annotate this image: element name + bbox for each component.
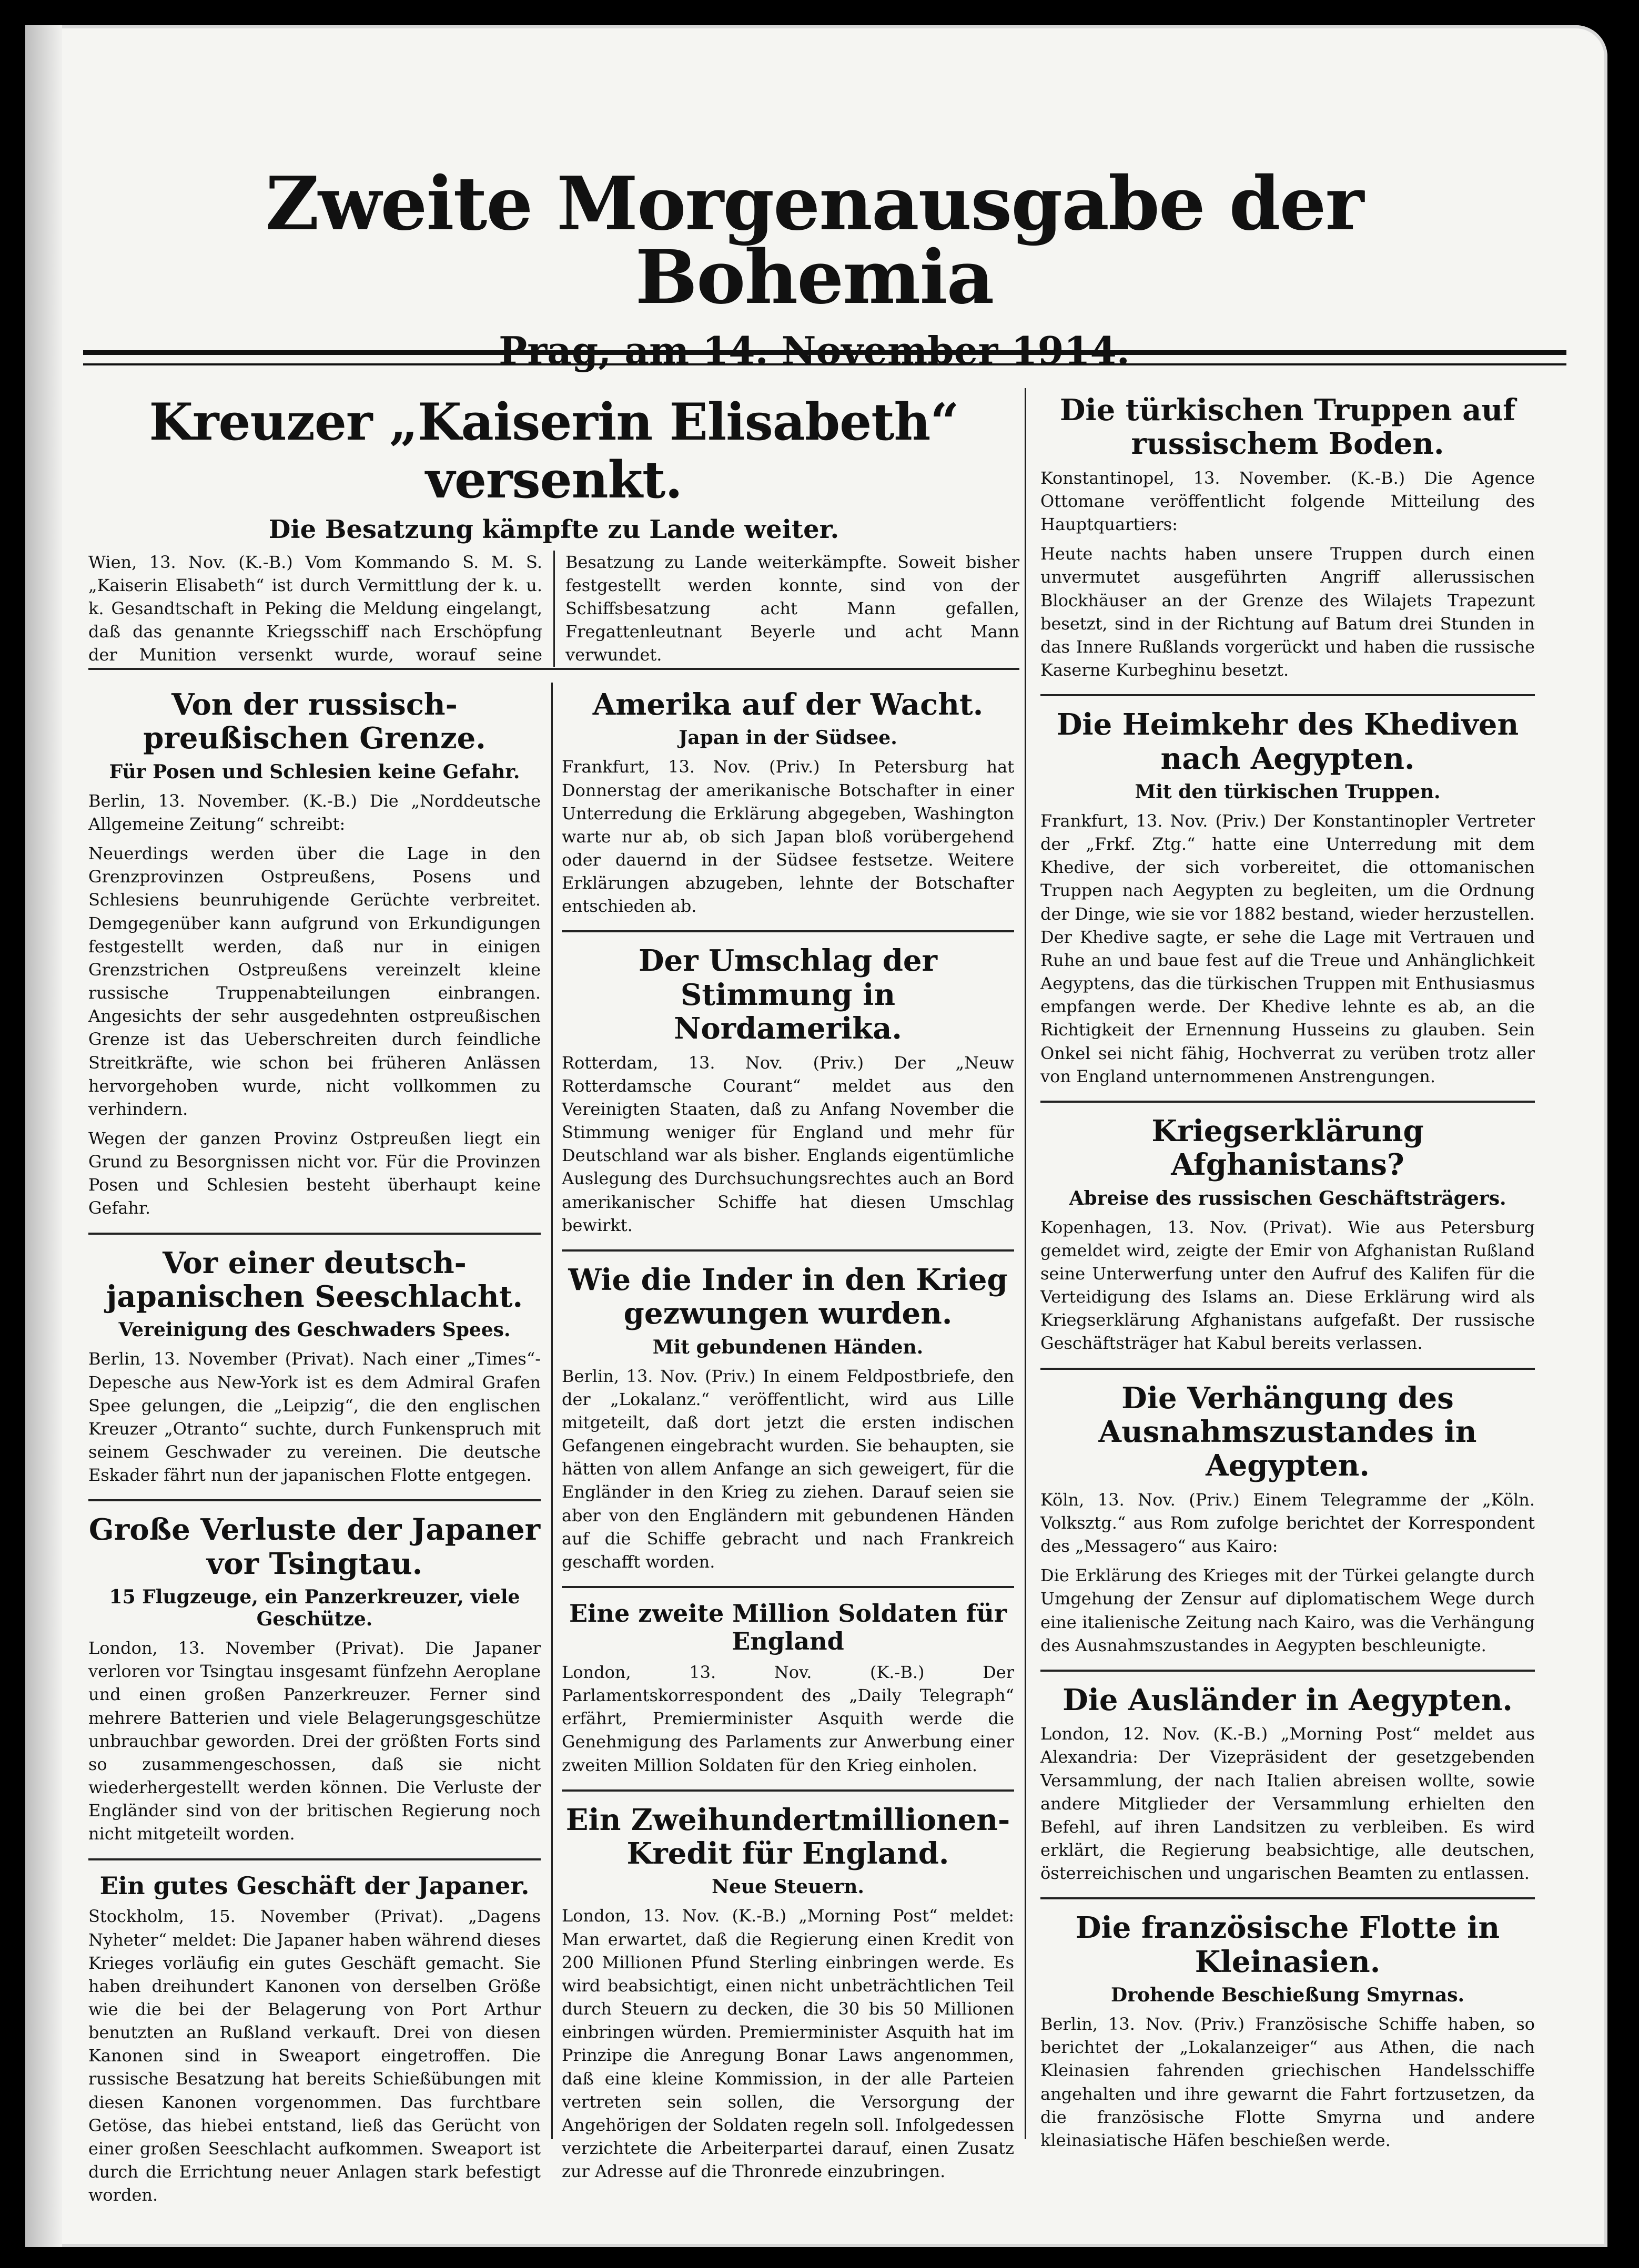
article-headline: Die Heimkehr des Khediven nach Aegypten. [1056, 707, 1519, 776]
article-paragraph: Neuerdings werden über die Lage in den Grenzprovinzen Ostpreußens, Posens und Schlesiens beunruhigende Gerüchte verbreitet. Demgegenüber kann aufgrund von Erkundigungen festgestellt werden, daß nur in einigen Grenzstrichen Ostpreußens vereinzelt kleine russische Truppenabteilungen einbrangen. Angesichts der sehr ausgedehnten ostpreußischen Grenze ist das Ueberschreiten durch feindliche Streitkräfte, wie schon bei früheren Anlässen hervorgehoben wurde, nicht vollkommen zu verhindern. [88, 843, 541, 1119]
newspaper-page [25, 25, 1607, 2247]
article-divider [88, 1858, 541, 1860]
article-paragraph: Frankfurt, 13. Nov. (Priv.) Der Konstantinopler Vertreter der „Frkf. Ztg.“ hatte eine Unterredung mit dem Khedive, der sich vorbereitet, die ottomanischen Truppen nach Aegypten zu begleiten, um die Ordnung der Dinge, wie sie vor 1882 bestand, wieder herzustellen. Der Khedive sagte, er sehe die Lage mit Vertrauen und Ruhe an und baue fest auf die Treue und Anhänglichkeit Aegyptens, das die türkischen Truppen mit Enthusiasmus empfangen werde. Der Khedive lehnte es ab, an die Richtigkeit der Ernennung Husseins zu glauben. Sein Onkel sei nicht fähig, Hochverrat zu verüben trotz aller von England unternommenen Anstrengungen. [1040, 810, 1535, 1086]
article-subhead: Mit den türkischen Truppen. [1135, 780, 1441, 803]
article-headline: Der Umschlag der Stimmung in Nordamerika. [638, 943, 938, 1046]
article-headline: Große Verluste der Japaner vor Tsingtau. [88, 1512, 541, 1581]
column-3 [1040, 393, 1535, 2158]
article-paragraph: Wegen der ganzen Provinz Ostpreußen liegt ein Grund zu Besorgnissen nicht vor. Für die Provinzen Posen und Schlesien besteht überhaupt keine Gefahr. [88, 1128, 541, 1218]
lead-headline: Kreuzer „Kaiserin Elisabeth“ versenkt. [149, 392, 959, 510]
masthead-title: Zweite Morgenausgabe der Bohemia [265, 161, 1363, 321]
article-headline: Ein gutes Geschäft der Japaner. [99, 1871, 530, 1900]
article-subhead: Japan in der Südsee. [679, 727, 897, 749]
article-headline: Kriegserklärung Afghanistans? [1151, 1113, 1424, 1183]
article-headline: Die Verhängung des Ausnahmszustandes in Aegypten. [1098, 1380, 1477, 1483]
article-paragraph: London, 13. Nov. (K.-B.) „Morning Post“ meldet: Man erwartet, daß die Regierung einen Kredit von 200 Millionen Pfund Sterling einbringen werde. Es wird beabsichtigt, einen nicht unbeträchtlichen Teil durch Steuern zu decken, die 30 bis 50 Millionen einbringen würden. Premierminister Asquith hat im Prinzipe die Anregung Bonar Laws angenommen, daß eine kleine Kommission, in der alle Parteien vertreten sein sollen, die Versorgung der Angehörigen der Soldaten regeln soll. Infolgedessen verzichtete die Arbeiterpartei darauf, einen Zusatz zur Adresse auf die Thronrede einzubringen. [562, 1906, 1014, 2182]
binding-edge [25, 25, 62, 2247]
article-divider [562, 930, 1014, 932]
article-paragraph: Berlin, 13. Nov. (Priv.) In einem Feldpostbriefe, den der „Lokalanz.“ veröffentlicht, wird aus Lille mitgeteilt, daß dort jetzt die ersten indischen Gefangenen eingebracht wurden. Sie behaupten, sie hätten von allem Anfange an sich geweigert, für die Engländer in den Krieg zu ziehen. Darauf seien sie aber von den Engländern mit gebundenen Händen auf die Schiffe gebracht und nach Frankreich geschafft worden. [562, 1366, 1014, 1572]
article-subhead: Für Posen und Schlesien keine Gefahr. [109, 760, 520, 783]
article-subhead: Vereinigung des Geschwaders Spees. [118, 1319, 511, 1341]
article-paragraph: Berlin, 13. Nov. (Priv.) Französische Schiffe haben, so berichtet der „Lokalanzeiger“ aus Athen, die nach Kleinasien fahrenden griechischen Handelsschiffe angehalten und ihre gewarnt die Fahrt fortzusetzen, da die französische Flotte Smyrna und andere kleinasiatische Häfen beschießen werde. [1040, 2014, 1535, 2150]
lead-body: Wien, 13. Nov. (K.-B.) Vom Kommando S. M. S. „Kaiserin Elisabeth“ ist durch Vermittlung der k. u. k. Gesandtschaft in Peking die Meldung eingelangt, daß das genannte Kriegsschiff nach Erschöpfung der Munition versenkt wurde, worauf seine Besatzung zu Lande weiterkämpfte. Soweit bisher festgestellt werden konnte, sind von der Schiffsbesatzung acht Mann gefallen, Fregattenleutnant Beyerle und acht Mann verwundet. [88, 552, 1019, 665]
article-headline: Amerika auf der Wacht. [592, 687, 984, 722]
column-2 [562, 688, 1014, 2189]
article-headline: Die französische Flotte in Kleinasien. [1075, 1910, 1500, 1979]
masthead-dateline: Prag, am 14. November 1914. [499, 328, 1130, 373]
article-headline: Von der russisch-preußischen Grenze. [143, 687, 486, 756]
article-headline: Eine zweite Million Soldaten für England [569, 1599, 1007, 1655]
article-paragraph: London, 13. November (Privat). Die Japaner verloren vor Tsingtau insgesamt fünfzehn Aeroplane und einen großen Panzerkreuzer. Ferner sind mehrere Batterien und viele Belagerungsgeschütze unbrauchbar geworden. Drei der größten Forts sind so zusammengeschossen, daß sie nicht wiederhergestellt werden können. Die Verluste der Engländer sind von der britischen Regierung noch nicht mitgeteilt worden. [88, 1638, 541, 1844]
article-paragraph: Heute nachts haben unsere Truppen durch einen unvermutet ausgeführten Angriff allerussischen Blockhäuser an der Grenze des Wilajets Trapezunt besetzt, sind in der Richtung auf Batum drei Stunden in das Innere Rußlands vorgerückt und haben die russische Kaserne Kurbeghinu besetzt. [1040, 544, 1535, 680]
article-headline: Die türkischen Truppen auf russischem Boden. [1059, 393, 1516, 462]
masthead-rule [83, 350, 1566, 365]
article-divider [562, 1789, 1014, 1792]
article-divider [88, 1499, 541, 1501]
article-headline: Wie die Inder in den Krieg gezwungen wurden. [568, 1262, 1008, 1331]
lead-article [88, 393, 1019, 673]
article-subhead: 15 Flugzeuge, ein Panzerkreuzer, viele Geschütze. [109, 1586, 520, 1631]
article-subhead: Mit gebundenen Händen. [652, 1336, 924, 1358]
article-divider [1040, 1368, 1535, 1370]
article-paragraph: Kopenhagen, 13. Nov. (Privat). Wie aus Petersburg gemeldet wird, zeigte der Emir von Afghanistan Rußland seine Unterwerfung unter den Aufruf des Kalifen für die Verteidigung des Islams an. Diese Erklärung wird als Kriegserklärung Afghanistans aufgefaßt. Der russische Geschäftsträger hat Kabul bereits verlassen. [1040, 1217, 1535, 1354]
article-paragraph: Frankfurt, 13. Nov. (Priv.) In Petersburg hat Donnerstag der amerikanische Botschafter in einer Unterredung die Erklärung abgegeben, Washington warte nur ab, ob sich Japan bloß vorübergehend oder dauernd in der Südsee festsetze. Weitere Erklärungen abzugeben, lehnte der Botschafter entschieden ab. [562, 757, 1014, 917]
article-divider [1040, 1670, 1535, 1672]
article-paragraph: Konstantinopel, 13. November. (K.-B.) Die Agence Ottomane veröffentlicht folgende Mitteilung des Hauptquartiers: [1040, 467, 1535, 535]
column-rule-2 [551, 683, 553, 2139]
article-headline: Die Ausländer in Aegypten. [1063, 1682, 1513, 1717]
article-divider [562, 1586, 1014, 1588]
lead-subhead: Die Besatzung kämpfte zu Lande weiter. [268, 514, 839, 544]
article-divider [1040, 1897, 1535, 1899]
article-paragraph: London, 13. Nov. (K.-B.) Der Parlamentskorrespondent des „Daily Telegraph“ erfährt, Premierminister Asquith werde die Genehmigung des Parlaments zur Anwerbung einer zweiten Million Soldaten für den Krieg einholen. [562, 1662, 1014, 1775]
article-paragraph: Berlin, 13. November. (K.-B.) Die „Norddeutsche Allgemeine Zeitung“ schreibt: [88, 790, 541, 834]
article-paragraph: Die Erklärung des Krieges mit der Türkei gelangte durch Umgehung der Zensur auf diplomatischem Wege durch eine italienische Zeitung nach Kairo, was die Verhängung des Ausnahmszustandes in Aegypten beschleunigte. [1040, 1565, 1535, 1655]
article-divider [1040, 694, 1535, 696]
column-rule-1 [1025, 388, 1026, 2139]
article-paragraph: London, 12. Nov. (K.-B.) „Morning Post“ meldet aus Alexandria: Der Vizepräsident der gesetzgebenden Versammlung, der nach Italien abreisen wollte, sowie andere Mitglieder der Versammlung erhielten den Befehl, auf ihren Landsitzen zu verbleiben. Es wird erklärt, die Regierung beabsichtige, alle deutschen, österreichischen und ungarischen Beamten zu entlassen. [1040, 1724, 1535, 1884]
masthead [88, 161, 1540, 373]
article-headline: Ein Zweihundertmillionen-Kredit für England. [565, 1802, 1010, 1872]
article-subhead: Neue Steuern. [712, 1876, 864, 1898]
article-paragraph: Stockholm, 15. November (Privat). „Dagens Nyheter“ meldet: Die Japaner haben während dieses Krieges vorläufig ein gutes Geschäft gemacht. Sie haben dreihundert Kanonen von derselben Größe wie die bei der Belagerung von Port Arthur benutzten an Rußland verkauft. Drei von diesen Kanonen sind in Sweaport eingetroffen. Die russische Besatzung hat bereits Schießübungen mit diesen Kanonen vorgenommen. Das furchtbare Getöse, das hiebei entstand, ließ das Gerücht von einer großen Seeschlacht aufkommen. Sweaport ist durch die Errichtung neuer Anlagen stark befestigt worden. [88, 1906, 541, 2205]
article-subhead: Drohende Beschießung Smyrnas. [1110, 1984, 1464, 2007]
column-1 [88, 688, 541, 2213]
article-divider [88, 1233, 541, 1235]
article-paragraph: Rotterdam, 13. Nov. (Priv.) Der „Neuw Rotterdamsche Courant“ meldet aus den Vereinigten Staaten, daß zu Anfang November die Stimmung weniger für England und mehr für Deutschland war als bisher. Englands eigentümliche Auslegung des Durchsuchungsrechtes auch an Bord amerikanischer Schiffe hat diesen Umschlag bewirkt. [562, 1052, 1014, 1235]
article-subhead: Abreise des russischen Geschäftsträgers. [1069, 1187, 1506, 1209]
article-divider [1040, 1101, 1535, 1103]
article-divider [562, 1249, 1014, 1252]
article-paragraph: Köln, 13. Nov. (Priv.) Einem Telegramme der „Köln. Volksztg.“ aus Rom zufolge berichtet der Korrespondent des „Messagero“ aus Kairo: [1040, 1489, 1535, 1557]
article-headline: Vor einer deutsch-japanischen Seeschlacht. [106, 1245, 523, 1314]
article-paragraph: Berlin, 13. November (Privat). Nach einer „Times“-Depesche aus New-York ist es dem Admiral Grafen Spee gelungen, die „Leipzig“, die den englischen Kreuzer „Otranto“ suchte, durch Funkenspruch mit seinem Geschwader zu vereinen. Die deutsche Eskader fährt nun der japanischen Flotte entgegen. [88, 1349, 541, 1486]
